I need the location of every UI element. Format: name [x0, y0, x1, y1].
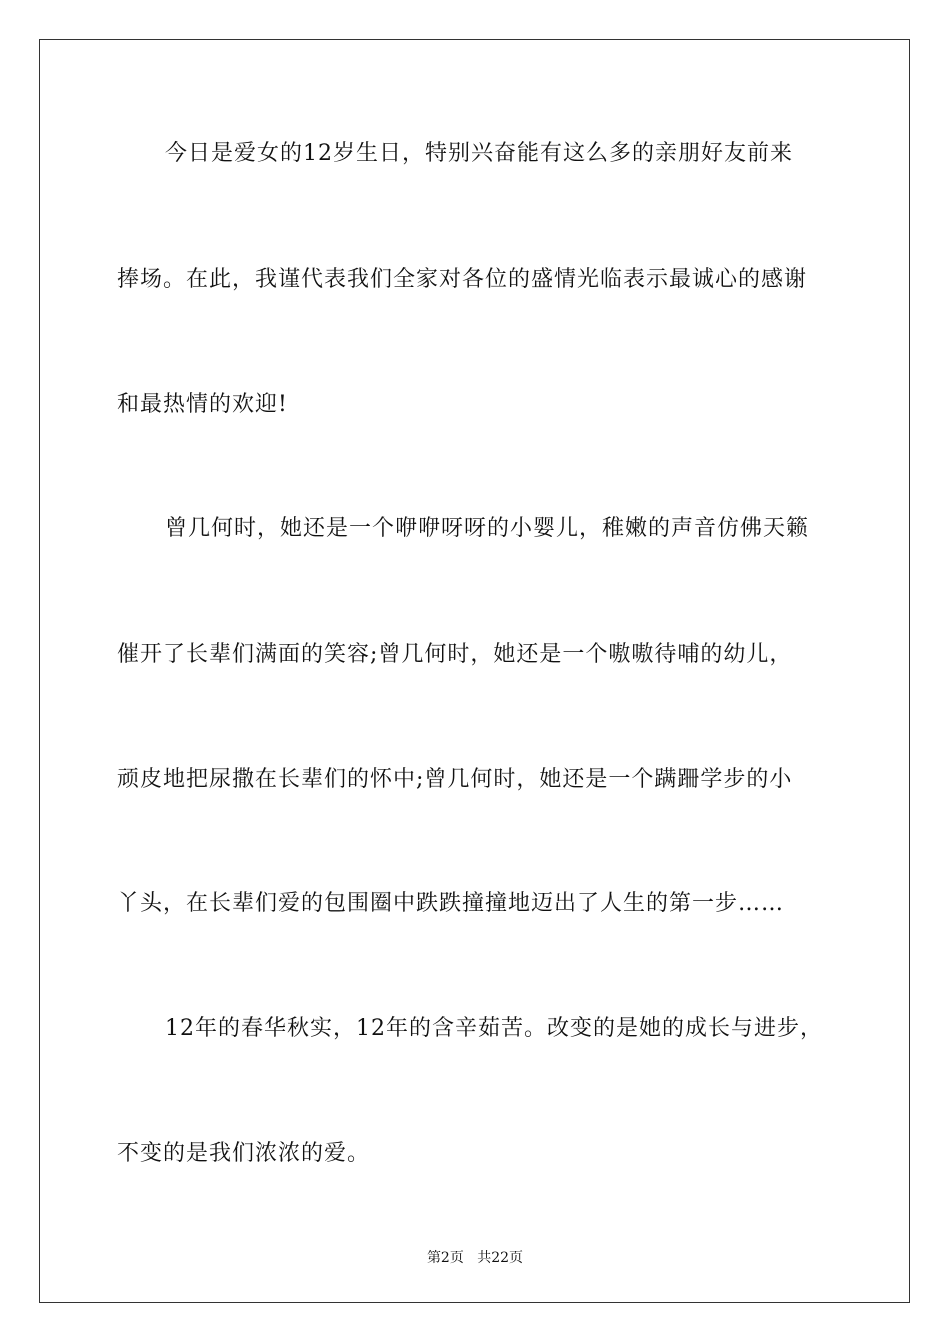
paragraph-2-line-1: 曾几何时，她还是一个咿咿呀呀的小婴儿，稚嫩的声音仿佛天籁 — [165, 516, 810, 541]
paragraph-1-line-3: 和最热情的欢迎! — [117, 392, 288, 417]
paragraph-3-line-1: 12年的春华秋实，12年的含辛茹苦。改变的是她的成长与进步， — [165, 1016, 823, 1041]
paragraph-3-line-2: 不变的是我们浓浓的爱。 — [117, 1141, 371, 1166]
paragraph-2-line-4: 丫头，在长辈们爱的包围圈中跌跌撞撞地迈出了人生的第一步…… — [117, 891, 785, 916]
paragraph-2-line-3: 顽皮地把尿撒在长辈们的怀中;曾几何时，她还是一个蹒跚学步的小 — [117, 767, 793, 792]
page-total: 共22页 — [477, 1250, 524, 1266]
page-border — [39, 39, 910, 1303]
page-footer — [0, 1247, 950, 1267]
paragraph-2-line-2: 催开了长辈们满面的笑容;曾几何时，她还是一个嗷嗷待哺的幼儿， — [117, 642, 793, 667]
page-number: 第2页 — [426, 1250, 464, 1266]
paragraph-1-line-1: 今日是爱女的12岁生日，特别兴奋能有这么多的亲朋好友前来 — [165, 141, 793, 166]
paragraph-1-line-2: 捧场。在此，我谨代表我们全家对各位的盛情光临表示最诚心的感谢 — [117, 267, 808, 292]
